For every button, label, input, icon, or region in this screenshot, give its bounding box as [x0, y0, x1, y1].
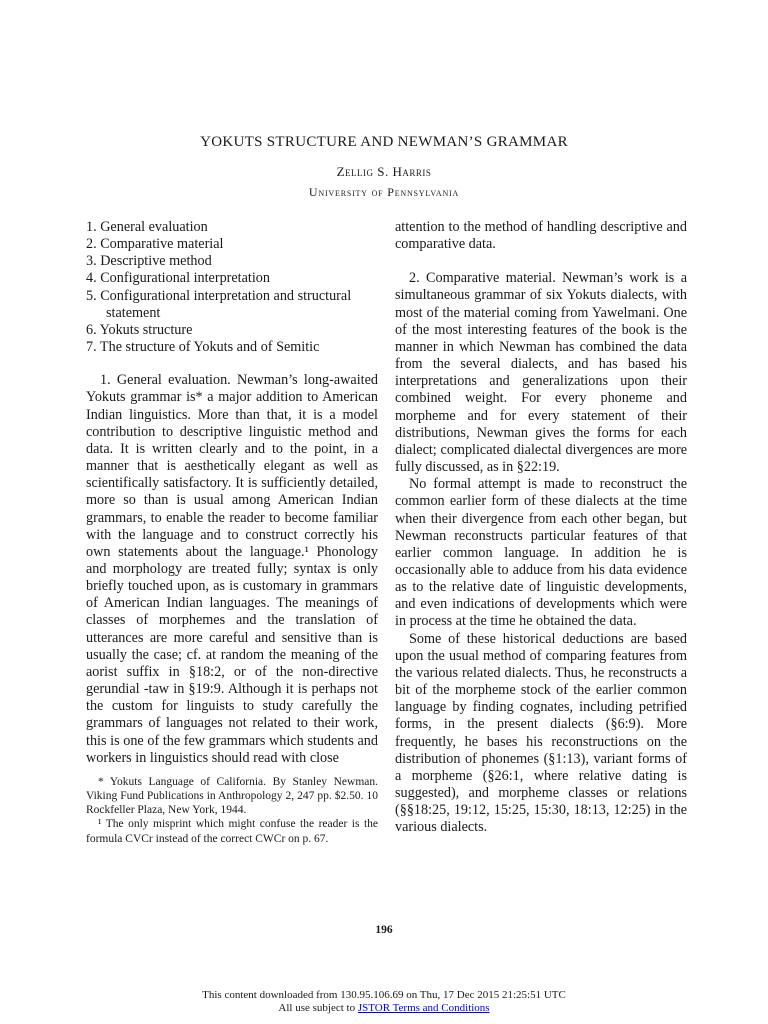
continuation-paragraph: attention to the method of handling descriptive and comparative data.	[395, 219, 687, 253]
table-of-contents	[86, 219, 378, 356]
toc-item: 5. Configurational interpretation and structural statement	[86, 287, 352, 321]
left-column	[86, 219, 378, 846]
footnote-star: * Yokuts Language of California. By Stanley Newman. Viking Fund Publications in Anthropology 2, 247 pp. $2.50. 10 Rockfeller Plaza, New York, 1944.	[86, 775, 378, 817]
toc-item: 7. The structure of Yokuts and of Semitic	[86, 339, 320, 356]
author-name: Zellig S. Harris	[336, 164, 432, 179]
terms-prefix: All use subject to	[278, 1002, 356, 1014]
jstor-terms-link[interactable]: JSTOR Terms and Conditions	[357, 1002, 490, 1014]
terms-line	[0, 1002, 768, 1015]
toc-item: 2. Comparative material	[86, 236, 224, 253]
footnote-1: ¹ The only misprint which might confuse the reader is the formula CVCr instead of the correct CWCr on p. 67.	[86, 818, 378, 845]
toc-item: 1. General evaluation	[86, 219, 208, 235]
section-1-paragraph: 1. General evaluation. Newman’s long-awaited Yokuts grammar is* a major addition to American Indian linguistics. More than that, it is a model contribution to descriptive linguistic method and data. It is written clearly and to the point, in a manner that is aesthetically elegant as well as scientifically satisfactory. It is sufficiently detailed, more so than is usual among American Indian grammars, to enable the reader to become familiar with the language and to construct correctly his own statements about the language.¹ Phonology and morphology are treated fully; syntax is only briefly touched upon, as is customary in grammars of American Indian languages. The meanings of classes of morphemes and the translation of utterances are more careful and sensitive than is usually the case; cf. at random the meaning of the aorist suffix in §18:2, or of the non-directive gerundial -taw in §19:9. Although it is perhaps not the custom for linguists to study carefully the grammars of languages not related to their work, this is one of the few grammars which students and workers in linguistics should read with close	[86, 372, 378, 766]
download-line: This content downloaded from 130.95.106.69 on Thu, 17 Dec 2015 21:25:51 UTC	[202, 989, 566, 1001]
footnotes	[86, 775, 378, 846]
toc-item: 4. Configurational interpretation	[86, 270, 270, 287]
article-title: YOKUTS STRUCTURE AND NEWMAN’S GRAMMAR	[200, 134, 568, 150]
author-affiliation: University of Pennsylvania	[308, 185, 460, 199]
reconstruction-paragraph: No formal attempt is made to reconstruct the common earlier form of these dialects at the time when their divergence from each other began, but Newman reconstructs particular features of that earlier common language. In addition he is occasionally able to adduce from his data evidence as to the relative date of linguistic developments, and even indications of developments which were in process at the time he obtained the data.	[395, 476, 687, 630]
page-number: 196	[375, 924, 393, 936]
historical-deductions-paragraph: Some of these historical deductions are based upon the usual method of comparing features from the various related dialects. Thus, he reconstructs a bit of the morpheme stock of the earlier common language by finding cognates, including petrified forms, in the present dialects (§6:9). More frequently, he bases his reconstructions on the distribution of phonemes (§1:13), variant forms of a morpheme (§26:1, where relative dating is suggested), and morpheme classes or relations (§§18:25, 19:12, 15:25, 15:30, 18:13, 12:25) in the various dialects.	[395, 630, 687, 836]
download-notice	[0, 989, 768, 1015]
toc-item: 6. Yokuts structure	[86, 321, 193, 338]
right-column	[395, 219, 687, 836]
toc-item: 3. Descriptive method	[86, 253, 212, 270]
section-2-paragraph: 2. Comparative material. Newman’s work is a simultaneous grammar of six Yokuts dialects, with most of the material coming from Yawelmani. One of the most interesting features of the book is the manner in which Newman has combined the data from the several dialects, and has based his interpretations and generalizations upon their combined weight. For every phoneme and morpheme and for every statement of their distributions, Newman gives the forms for each dialect; complicated dialectal divergences are more fully discussed, as in §22:19.	[395, 270, 687, 476]
